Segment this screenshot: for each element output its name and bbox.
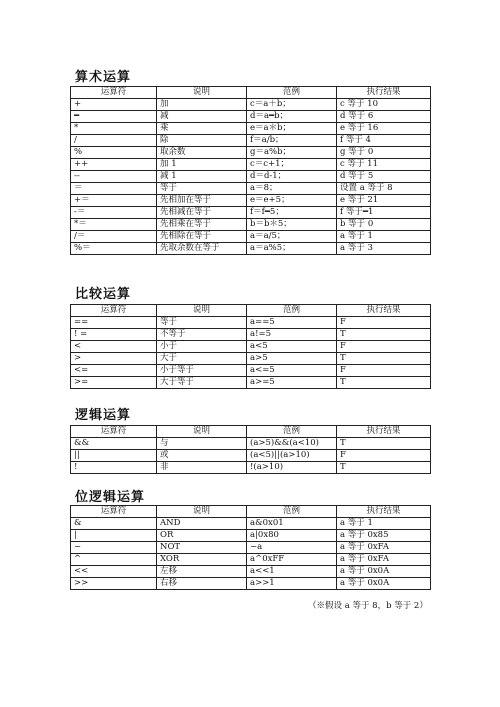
table-row (71, 317, 431, 329)
table-cell: f＝f━5； (247, 207, 337, 219)
table-cell: 大于 (157, 353, 247, 365)
table-cell: b＝b＊5； (247, 219, 337, 231)
table-cell: 减 (157, 111, 247, 123)
table-cell: 设置 a 等于 8 (337, 183, 431, 195)
arithmetic-table (70, 86, 431, 255)
table-cell: /＝ (71, 231, 157, 243)
table-cell: * (71, 123, 157, 135)
section-heading-logic: 逻辑运算 (75, 408, 132, 423)
table-cell: T (337, 462, 431, 474)
table-cell: e＝e+5； (247, 195, 337, 207)
table-row (71, 111, 431, 123)
table-row (71, 171, 431, 183)
table-cell: >= (71, 377, 157, 389)
table-cell: c＝c+1； (247, 159, 337, 171)
section-heading-bitwise: 位逻辑运算 (75, 490, 146, 505)
table-cell: c 等于 11 (337, 159, 431, 171)
table-cell: 先相乘在等于 (157, 219, 247, 231)
table-cell: 除 (157, 135, 247, 147)
table-cell: a==5 (247, 317, 337, 329)
table-row (71, 377, 431, 389)
column-header: 说明 (157, 305, 247, 317)
table-row (71, 542, 431, 554)
table-cell: AND (157, 518, 247, 530)
table-cell: 不等于 (157, 329, 247, 341)
table-cell: d 等于 6 (337, 111, 431, 123)
table-cell: / (71, 135, 157, 147)
table-row (71, 219, 431, 231)
table-row (71, 99, 431, 111)
table-cell: e 等于 16 (337, 123, 431, 135)
table-row (71, 243, 431, 255)
table-row (71, 207, 431, 219)
table-cell: 等于 (157, 317, 247, 329)
table-cell: | (71, 530, 157, 542)
table-cell: c＝a＋b； (247, 99, 337, 111)
table-cell: (a>5)&&(a<10) (247, 438, 337, 450)
column-header: 运算符 (71, 506, 157, 518)
table-cell: 取余数 (157, 147, 247, 159)
table-cell: (a<5)||(a>10) (247, 450, 337, 462)
table-cell: f＝a/b； (247, 135, 337, 147)
table-cell: a|0x80 (247, 530, 337, 542)
table-cell: 先相除在等于 (157, 231, 247, 243)
table-cell: a>5 (247, 353, 337, 365)
bitwise-table (70, 505, 431, 590)
table-header-row (71, 426, 431, 438)
table-cell: F (337, 341, 431, 353)
table-cell: || (71, 450, 157, 462)
table-cell: a!=5 (247, 329, 337, 341)
table-cell: << (71, 566, 157, 578)
table-cell: T (337, 353, 431, 365)
table-cell: +＝ (71, 195, 157, 207)
column-header: 运算符 (71, 305, 157, 317)
table-cell: f 等于 4 (337, 135, 431, 147)
table-cell: ~a (247, 542, 337, 554)
table-cell: < (71, 341, 157, 353)
table-cell: OR (157, 530, 247, 542)
table-row (71, 530, 431, 542)
table-cell: 或 (157, 450, 247, 462)
column-header: 范例 (247, 426, 337, 438)
table-cell: a&0x01 (247, 518, 337, 530)
column-header: 执行结果 (337, 506, 431, 518)
column-header: 范例 (247, 87, 337, 99)
table-cell: 大于等于 (157, 377, 247, 389)
table-cell: e＝a＊b； (247, 123, 337, 135)
table-cell: a 等于 1 (337, 518, 431, 530)
table-cell: 右移 (157, 578, 247, 590)
table-cell: a 等于 0xFA (337, 542, 431, 554)
table-cell: a 等于 0x85 (337, 530, 431, 542)
table-cell: <= (71, 365, 157, 377)
table-row (71, 365, 431, 377)
table-cell: ＝ (71, 183, 157, 195)
table-cell: ++ (71, 159, 157, 171)
table-cell: >> (71, 578, 157, 590)
table-cell: 与 (157, 438, 247, 450)
table-cell: > (71, 353, 157, 365)
table-cell: -- (71, 171, 157, 183)
table-cell: g＝a%b； (247, 147, 337, 159)
table-cell: a^0xFF (247, 554, 337, 566)
table-cell: *＝ (71, 219, 157, 231)
table-cell: & (71, 518, 157, 530)
column-header: 说明 (157, 506, 247, 518)
table-row (71, 195, 431, 207)
column-header: 运算符 (71, 426, 157, 438)
column-header: 范例 (247, 305, 337, 317)
table-cell: NOT (157, 542, 247, 554)
table-cell: a<5 (247, 341, 337, 353)
table-cell: a<<1 (247, 566, 337, 578)
table-row (71, 329, 431, 341)
table-cell: a 等于 3 (337, 243, 431, 255)
table-row (71, 450, 431, 462)
table-row (71, 123, 431, 135)
table-cell: 乘 (157, 123, 247, 135)
table-row (71, 183, 431, 195)
column-header: 说明 (157, 426, 247, 438)
table-cell: 小于等于 (157, 365, 247, 377)
table-row (71, 135, 431, 147)
table-row (71, 554, 431, 566)
table-cell: T (337, 438, 431, 450)
logic-table (70, 425, 431, 474)
column-header: 说明 (157, 87, 247, 99)
table-cell: a 等于 1 (337, 231, 431, 243)
table-row (71, 578, 431, 590)
table-cell: 加 1 (157, 159, 247, 171)
table-cell: a＝a%5； (247, 243, 337, 255)
table-cell: % (71, 147, 157, 159)
table-cell: %＝ (71, 243, 157, 255)
table-cell: 加 (157, 99, 247, 111)
table-cell: b 等于 0 (337, 219, 431, 231)
column-header: 执行结果 (337, 87, 431, 99)
table-row (71, 438, 431, 450)
table-cell: T (337, 329, 431, 341)
table-header-row (71, 305, 431, 317)
table-cell: a＝a/5； (247, 231, 337, 243)
table-row (71, 147, 431, 159)
table-cell: 非 (157, 462, 247, 474)
table-header-row (71, 87, 431, 99)
table-cell: ! = (71, 329, 157, 341)
table-row (71, 462, 431, 474)
table-cell: a 等于 0xFA (337, 554, 431, 566)
column-header: 运算符 (71, 87, 157, 99)
table-cell: a>>1 (247, 578, 337, 590)
table-cell: a＝8； (247, 183, 337, 195)
column-header: 范例 (247, 506, 337, 518)
table-cell: d＝d-1； (247, 171, 337, 183)
table-row (71, 353, 431, 365)
column-header: 执行结果 (337, 305, 431, 317)
table-cell: ━ (71, 111, 157, 123)
table-cell: 先相加在等于 (157, 195, 247, 207)
table-cell: g 等于 0 (337, 147, 431, 159)
comparison-table (70, 304, 431, 389)
table-row (71, 231, 431, 243)
table-cell: 等于 (157, 183, 247, 195)
table-row (71, 566, 431, 578)
table-cell: == (71, 317, 157, 329)
table-row (71, 518, 431, 530)
table-cell: T (337, 377, 431, 389)
table-cell: a 等于 0x0A (337, 566, 431, 578)
table-cell: + (71, 99, 157, 111)
section-heading-comparison: 比较运算 (75, 287, 132, 302)
table-cell: && (71, 438, 157, 450)
table-cell: 小于 (157, 341, 247, 353)
table-cell: F (337, 365, 431, 377)
table-cell: ~ (71, 542, 157, 554)
table-cell: a>=5 (247, 377, 337, 389)
table-cell: ^ (71, 554, 157, 566)
table-cell: F (337, 450, 431, 462)
table-cell: c 等于 10 (337, 99, 431, 111)
table-cell: XOR (157, 554, 247, 566)
table-cell: e 等于 21 (337, 195, 431, 207)
table-cell: d＝a━b； (247, 111, 337, 123)
table-cell: !(a>10) (247, 462, 337, 474)
table-cell: -＝ (71, 207, 157, 219)
table-cell: 左移 (157, 566, 247, 578)
table-header-row (71, 506, 431, 518)
table-row (71, 159, 431, 171)
section-heading-arithmetic: 算术运算 (75, 70, 132, 85)
table-cell: 先取余数在等于 (157, 243, 247, 255)
table-cell: d 等于 5 (337, 171, 431, 183)
table-cell: 减 1 (157, 171, 247, 183)
table-row (71, 341, 431, 353)
column-header: 执行结果 (337, 426, 431, 438)
table-cell: ! (71, 462, 157, 474)
footnote: （※假设 a 等于 8，b 等于 2） (308, 601, 428, 611)
table-cell: F (337, 317, 431, 329)
table-cell: f 等于━1 (337, 207, 431, 219)
table-cell: a 等于 0x0A (337, 578, 431, 590)
table-cell: a<=5 (247, 365, 337, 377)
table-cell: 先相减在等于 (157, 207, 247, 219)
